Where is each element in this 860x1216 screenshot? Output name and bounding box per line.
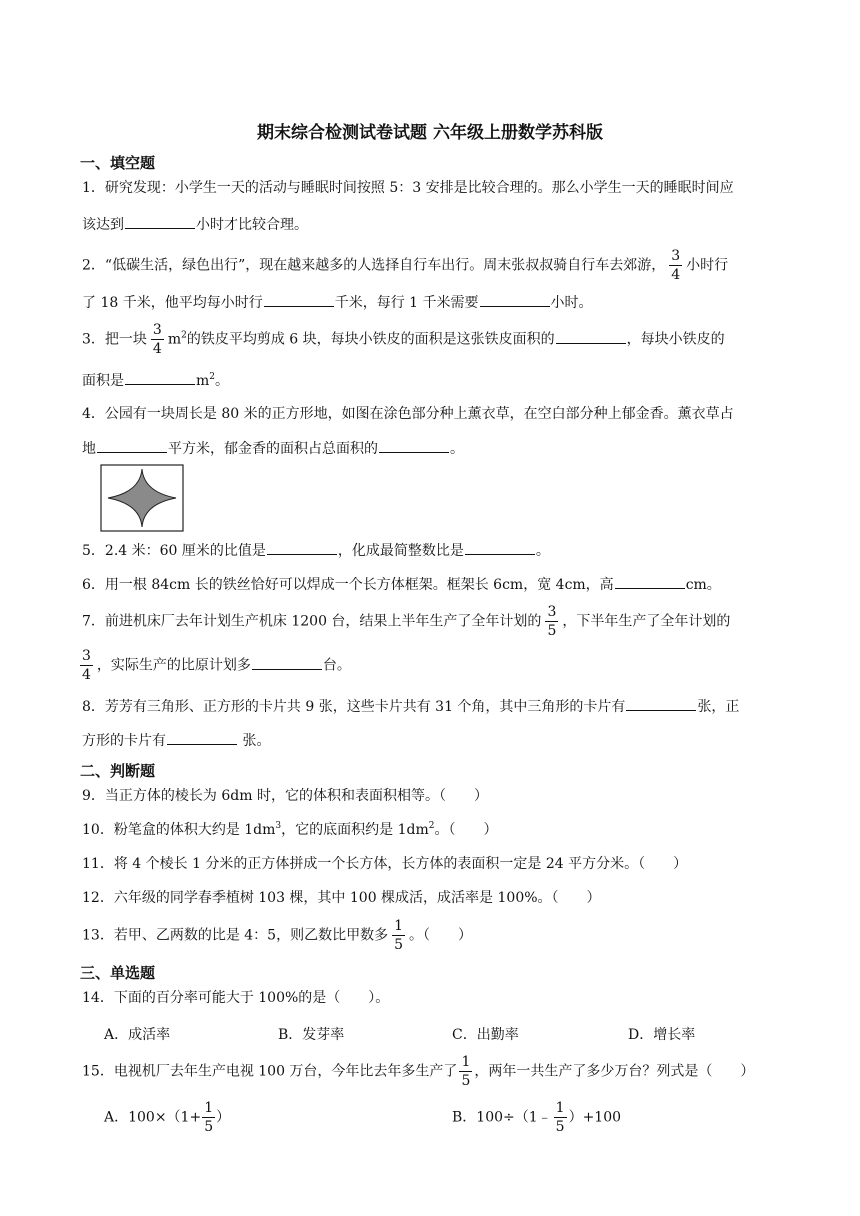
- question-4-line-2: 地 平方米，郁金香的面积占总面积的 。: [82, 438, 812, 459]
- section-heading-fill-blank: 一、填空题: [80, 154, 156, 172]
- question-1-line-1: 1．研究发现：小学生一天的活动与睡眠时间按照 5：3 安排是比较合理的。那么小学生一天的睡眠时间应: [82, 180, 734, 196]
- fraction: $\frac{1}{5}$: [555, 1100, 565, 1135]
- answer-blank[interactable]: [125, 214, 195, 229]
- question-13: 13．若甲、乙两数的比是 4：5，则乙数比甲数多 $\frac{1}{5}$ 。（ ）: [82, 918, 472, 953]
- q14-option-a[interactable]: A．成活率: [104, 1027, 171, 1043]
- question-3-line-2: 面积是 $m^2$。: [82, 372, 230, 389]
- question-1-line-2: 该达到 小时才比较合理。: [82, 214, 812, 235]
- question-3-line-1: 3．把一块 $\frac{3}{4}$ $m^2$的铁皮平均剪成 6 块，每块小铁皮的面积是这张铁皮面积的 ，每块小铁皮的: [82, 322, 725, 357]
- question-7-line-1: 7．前进机床厂去年计划生产机床 1200 台，结果上半年生产了全年计划的 $\frac{3}{5}$ ，下半年生产了全年计划的: [82, 604, 731, 639]
- q15-option-b[interactable]: B．100÷（1﹣ $\frac{1}{5}$ ）+100: [452, 1100, 622, 1135]
- fraction: $\frac{3}{4}$: [152, 322, 162, 357]
- question-6: 6．用一根 84cm 长的铁丝恰好可以焊成一个长方体框架。框架长 6cm，宽 4cm，高 cm。: [82, 574, 812, 595]
- question-2-line-1: 2．“低碳生活，绿色出行”，现在越来越多的人选择自行车出行。周末张叔叔骑自行车去郊游， $\frac{3}{4}$ 小时行: [82, 248, 729, 283]
- question-2-line-2: 了 18 千米，他平均每小时行 千米，每行 1 千米需要 小时。: [82, 292, 812, 313]
- question-8-line-2: 方形的卡片有 张。: [82, 730, 812, 751]
- fraction: $\frac{1}{5}$: [461, 1054, 471, 1089]
- answer-blank[interactable]: [252, 655, 322, 670]
- fraction: $\frac{3}{4}$: [671, 248, 681, 283]
- question-12: 12．六年级的同学春季植树 103 棵，其中 100 棵成活，成活率是 100%。（ ）: [82, 890, 601, 906]
- square-with-shaded-star-figure: [100, 464, 184, 536]
- q15-option-a[interactable]: A．100×（1+ $\frac{1}{5}$ ）: [104, 1100, 231, 1135]
- q14-option-d[interactable]: D．增长率: [628, 1027, 696, 1043]
- answer-blank[interactable]: [556, 329, 626, 344]
- answer-blank[interactable]: [626, 696, 696, 711]
- fraction: $\frac{3}{4}$: [82, 648, 91, 683]
- answer-blank[interactable]: [264, 292, 334, 307]
- question-11: 11．将 4 个棱长 1 分米的正方体拼成一个长方体，长方体的表面积一定是 24 平方分米。（ ）: [82, 856, 688, 872]
- answer-blank[interactable]: [97, 438, 167, 453]
- page-title: 期末综合检测试卷试题 六年级上册数学苏科版: [257, 123, 603, 143]
- q14-option-c[interactable]: C．出勤率: [452, 1027, 519, 1043]
- fraction: $\frac{3}{5}$: [547, 604, 557, 639]
- answer-blank[interactable]: [615, 574, 685, 589]
- q14-option-b[interactable]: B．发芽率: [278, 1027, 345, 1043]
- question-4-line-1: 4．公园有一块周长是 80 米的正方形地，如图在涂色部分种上薰衣草，在空白部分种上郁金香。薰衣草占: [82, 406, 734, 422]
- answer-blank[interactable]: [465, 540, 535, 555]
- section-heading-single-choice: 三、单选题: [80, 964, 156, 982]
- question-5: 5．2.4 米：60 厘米的比值是 ，化成最简整数比是 。: [82, 540, 812, 561]
- answer-blank[interactable]: [125, 370, 195, 385]
- question-9: 9．当正方体的棱长为 6dm 时，它的体积和表面积相等。（ ）: [82, 788, 488, 804]
- question-8-line-1: 8．芳芳有三角形、正方形的卡片共 9 张，这些卡片共有 31 个角，其中三角形的卡片有 张，正: [82, 696, 812, 717]
- fraction: $\frac{1}{5}$: [394, 918, 403, 953]
- question-10: 10．粉笔盒的体积大约是 $1dm^3$，它的底面积约是 $1dm^2$。（ ）: [82, 821, 498, 838]
- answer-blank[interactable]: [267, 540, 337, 555]
- answer-blank[interactable]: [480, 292, 550, 307]
- fraction: $\frac{1}{5}$: [204, 1100, 214, 1135]
- answer-blank[interactable]: [379, 438, 449, 453]
- question-15: 15．电视机厂去年生产电视 100 万台，今年比去年多生产了 $\frac{1}{5}$ ，两年一共生产了多少万台？列式是（ ）: [82, 1054, 755, 1089]
- answer-blank[interactable]: [167, 730, 237, 745]
- question-14: 14．下面的百分率可能大于 100%的是（ ）。: [82, 990, 390, 1006]
- question-7-line-2: $\frac{3}{4}$ ，实际生产的比原计划多 台。: [82, 648, 351, 683]
- section-heading-true-false: 二、判断题: [80, 762, 156, 780]
